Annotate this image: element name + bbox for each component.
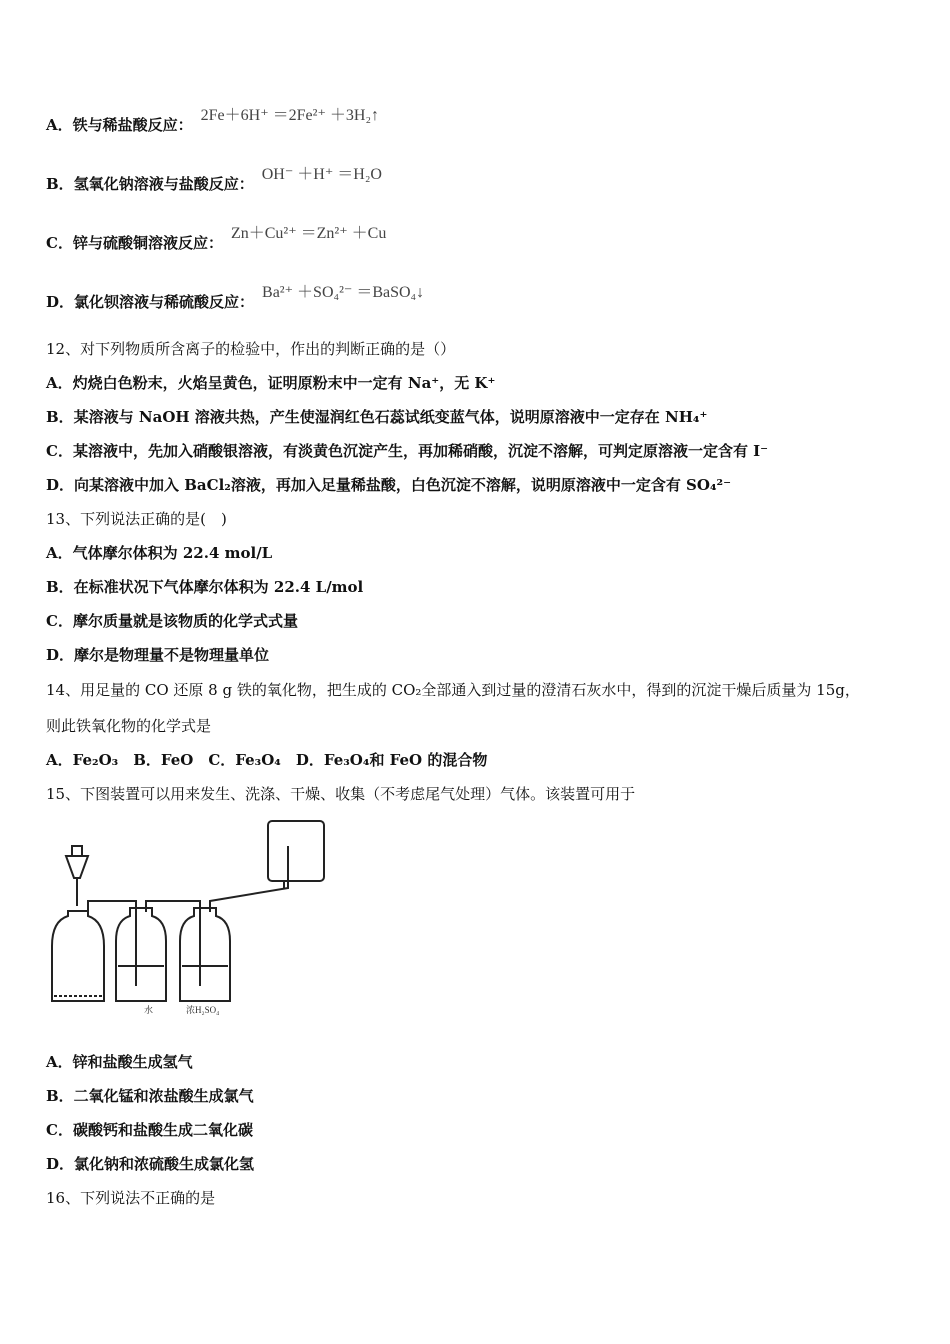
q15-option-a: A．锌和盐酸生成氢气 bbox=[46, 1053, 193, 1071]
q12-option-a: A．灼烧白色粉末，火焰呈黄色，证明原粉末中一定有 Na⁺，无 K⁺ bbox=[46, 374, 496, 392]
q11-option-d bbox=[46, 284, 425, 313]
option-text: 锌与硫酸铜溶液反应： bbox=[72, 234, 223, 252]
caption-water: 水 bbox=[144, 1005, 154, 1015]
dry-bottle bbox=[180, 908, 230, 1001]
equation: Zn＋Cu²⁺ ＝Zn²⁺ ＋Cu bbox=[230, 225, 387, 242]
option-label: D． bbox=[46, 293, 75, 311]
equation: OH⁻ ＋H⁺ ＝H₂O bbox=[261, 166, 382, 183]
q13-option-a: A．气体摩尔体积为 22.4 mol/L bbox=[46, 544, 273, 562]
equation: 2Fe＋6H⁺ ＝2Fe²⁺ ＋3H₂↑ bbox=[200, 107, 380, 124]
q15-stem: 15、下图装置可以用来发生、洗涤、干燥、收集（不考虑尾气处理）气体。该装置可用于 bbox=[46, 785, 636, 803]
tube-3-4 bbox=[210, 846, 288, 912]
generator-flask bbox=[52, 911, 104, 1001]
q14-stem-line1: 14、用足量的 CO 还原 8 g 铁的氧化物，把生成的 CO₂全部通入到过量的澄清石灰水中，得到的沉淀干燥后质量为 15g， bbox=[46, 681, 860, 699]
tube-1-2 bbox=[88, 901, 136, 986]
q13-option-d: D．摩尔是物理量不是物理量单位 bbox=[46, 646, 270, 664]
q15-option-d: D．氯化钠和浓硫酸生成氯化氢 bbox=[46, 1155, 255, 1173]
wash-bottle bbox=[116, 908, 166, 1001]
funnel-body bbox=[66, 856, 88, 878]
option-text: 铁与稀盐酸反应： bbox=[72, 116, 193, 134]
q13-option-c: C．摩尔质量就是该物质的化学式式量 bbox=[46, 612, 298, 630]
q13-stem: 13、下列说法正确的是( ) bbox=[46, 510, 227, 528]
q14-stem-line2: 则此铁氧化物的化学式是 bbox=[46, 717, 212, 735]
q14-options: A．Fe₂O₃ B．FeO C．Fe₃O₄ D．Fe₃O₄和 FeO 的混合物 bbox=[46, 751, 488, 769]
caption-conc-h2so4: 浓H₂SO₄ bbox=[186, 1005, 220, 1015]
q13-option-b: B．在标准状况下气体摩尔体积为 22.4 L/mol bbox=[46, 578, 364, 596]
q11-option-b bbox=[46, 166, 382, 195]
q12-option-b: B．某溶液与 NaOH 溶液共热，产生使湿润红色石蕊试纸变蓝气体，说明原溶液中一定存在 NH₄⁺ bbox=[46, 408, 708, 426]
gas-apparatus-figure bbox=[48, 816, 338, 1016]
q12-stem: 12、对下列物质所含离子的检验中，作出的判断正确的是（） bbox=[46, 340, 456, 358]
q15-option-c: C．碳酸钙和盐酸生成二氧化碳 bbox=[46, 1121, 253, 1139]
q12-option-d: D．向某溶液中加入 BaCl₂溶液，再加入足量稀盐酸，白色沉淀不溶解，说明原溶液中一定含有 SO₄²⁻ bbox=[46, 476, 732, 494]
option-text: 氯化钡溶液与稀硫酸反应： bbox=[74, 293, 255, 311]
equation: Ba²⁺ ＋SO₄²⁻ ＝BaSO₄↓ bbox=[262, 284, 425, 301]
q12-option-c: C．某溶液中，先加入硝酸银溶液，有淡黄色沉淀产生，再加稀硝酸，沉淀不溶解，可判定原溶液一定含有 I⁻ bbox=[46, 442, 769, 460]
q16-stem: 16、下列说法不正确的是 bbox=[46, 1189, 216, 1207]
funnel-stopper bbox=[72, 846, 82, 856]
q11-option-a bbox=[46, 107, 380, 136]
q15-option-b: B．二氧化锰和浓盐酸生成氯气 bbox=[46, 1087, 254, 1105]
collection-bottle bbox=[268, 821, 324, 881]
q11-option-c bbox=[46, 225, 387, 254]
option-label: B． bbox=[46, 175, 74, 193]
tube-2-3 bbox=[146, 901, 200, 986]
option-label: C． bbox=[46, 234, 73, 252]
option-text: 氢氧化钠溶液与盐酸反应： bbox=[73, 175, 254, 193]
option-label: A． bbox=[46, 116, 73, 134]
